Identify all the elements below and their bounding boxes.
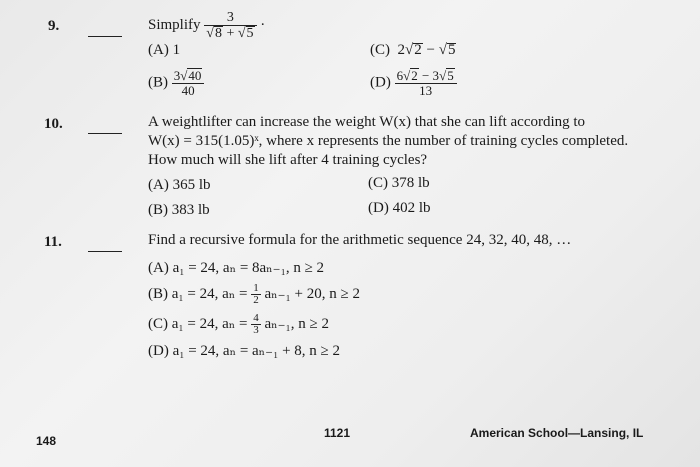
- q9-option-d[interactable]: (D) $\frac{6√2 - 3√5}{13}$: [370, 68, 457, 98]
- q11-option-a[interactable]: (A) a₁ = 24, aₙ = 8aₙ₋₁, n ≥ 2: [148, 260, 325, 276]
- q9-option-b-fraction: $\frac{3√40}{40}$: [172, 68, 205, 98]
- q9-fraction-denominator: √8 + √5: [206, 26, 254, 41]
- page-number-left: 148: [36, 434, 57, 448]
- q9-option-c[interactable]: (C) 2√2 − √5: [370, 42, 456, 58]
- q9-prompt-text: Simplify: [148, 16, 201, 33]
- page-number-center: 1121: [324, 426, 351, 440]
- q10-option-c[interactable]: (C) 378 lb: [368, 175, 430, 191]
- q9-option-d-fraction: $\frac{6√2 - 3√5}{13}$: [395, 68, 457, 98]
- q11-option-b-fraction: $\frac{1}{2}$: [253, 282, 259, 306]
- q11-option-d[interactable]: (D) a₁ = 24, aₙ = aₙ₋₁ + 8, n ≥ 2: [148, 343, 341, 359]
- q10-number: 10.: [44, 116, 63, 132]
- q11-answer-blank[interactable]: [88, 251, 122, 252]
- q9-fraction: [204, 10, 256, 41]
- q10-option-a[interactable]: (A) 365 lb: [148, 177, 211, 193]
- q9-number: 9.: [48, 18, 60, 34]
- q9-answer-blank[interactable]: [88, 36, 122, 37]
- q9-fraction-numerator: 3: [204, 10, 256, 26]
- q10-option-d[interactable]: (D) 402 lb: [368, 200, 431, 216]
- q9-option-b[interactable]: (B) $\frac{3√40}{40}$: [148, 68, 204, 98]
- q11-option-c-fraction: $\frac{4}{3}$: [253, 312, 259, 336]
- q11-prompt: Find a recursive formula for the arithmetic sequence 24, 32, 40, 48, …: [148, 232, 572, 248]
- q11-option-b[interactable]: (B) a₁ = 24, aₙ = $\frac{1}{2}$ aₙ₋₁ + 20, n ≥ 2: [148, 282, 360, 306]
- q11-option-c[interactable]: (C) a₁ = 24, aₙ = $\frac{4}{3}$ aₙ₋₁, n ≥ 2: [148, 312, 329, 336]
- q10-option-b[interactable]: (B) 383 lb: [148, 202, 210, 218]
- q11-number: 11.: [44, 234, 62, 250]
- q10-line1: A weightlifter can increase the weight W(x) that she can lift according to: [148, 114, 586, 130]
- q9-option-a[interactable]: (A) 1: [148, 42, 181, 58]
- school-name: American School—Lansing, IL: [470, 426, 644, 440]
- q10-answer-blank[interactable]: [88, 133, 122, 134]
- q10-line3: How much will she lift after 4 training cycles?: [148, 152, 428, 168]
- q10-line2: W(x) = 315(1.05)ˣ, where x represents the number of training cycles completed.: [148, 133, 629, 149]
- q9-prompt: Simplify $\frac{3}{√8 + √5}$ ·: [148, 10, 266, 41]
